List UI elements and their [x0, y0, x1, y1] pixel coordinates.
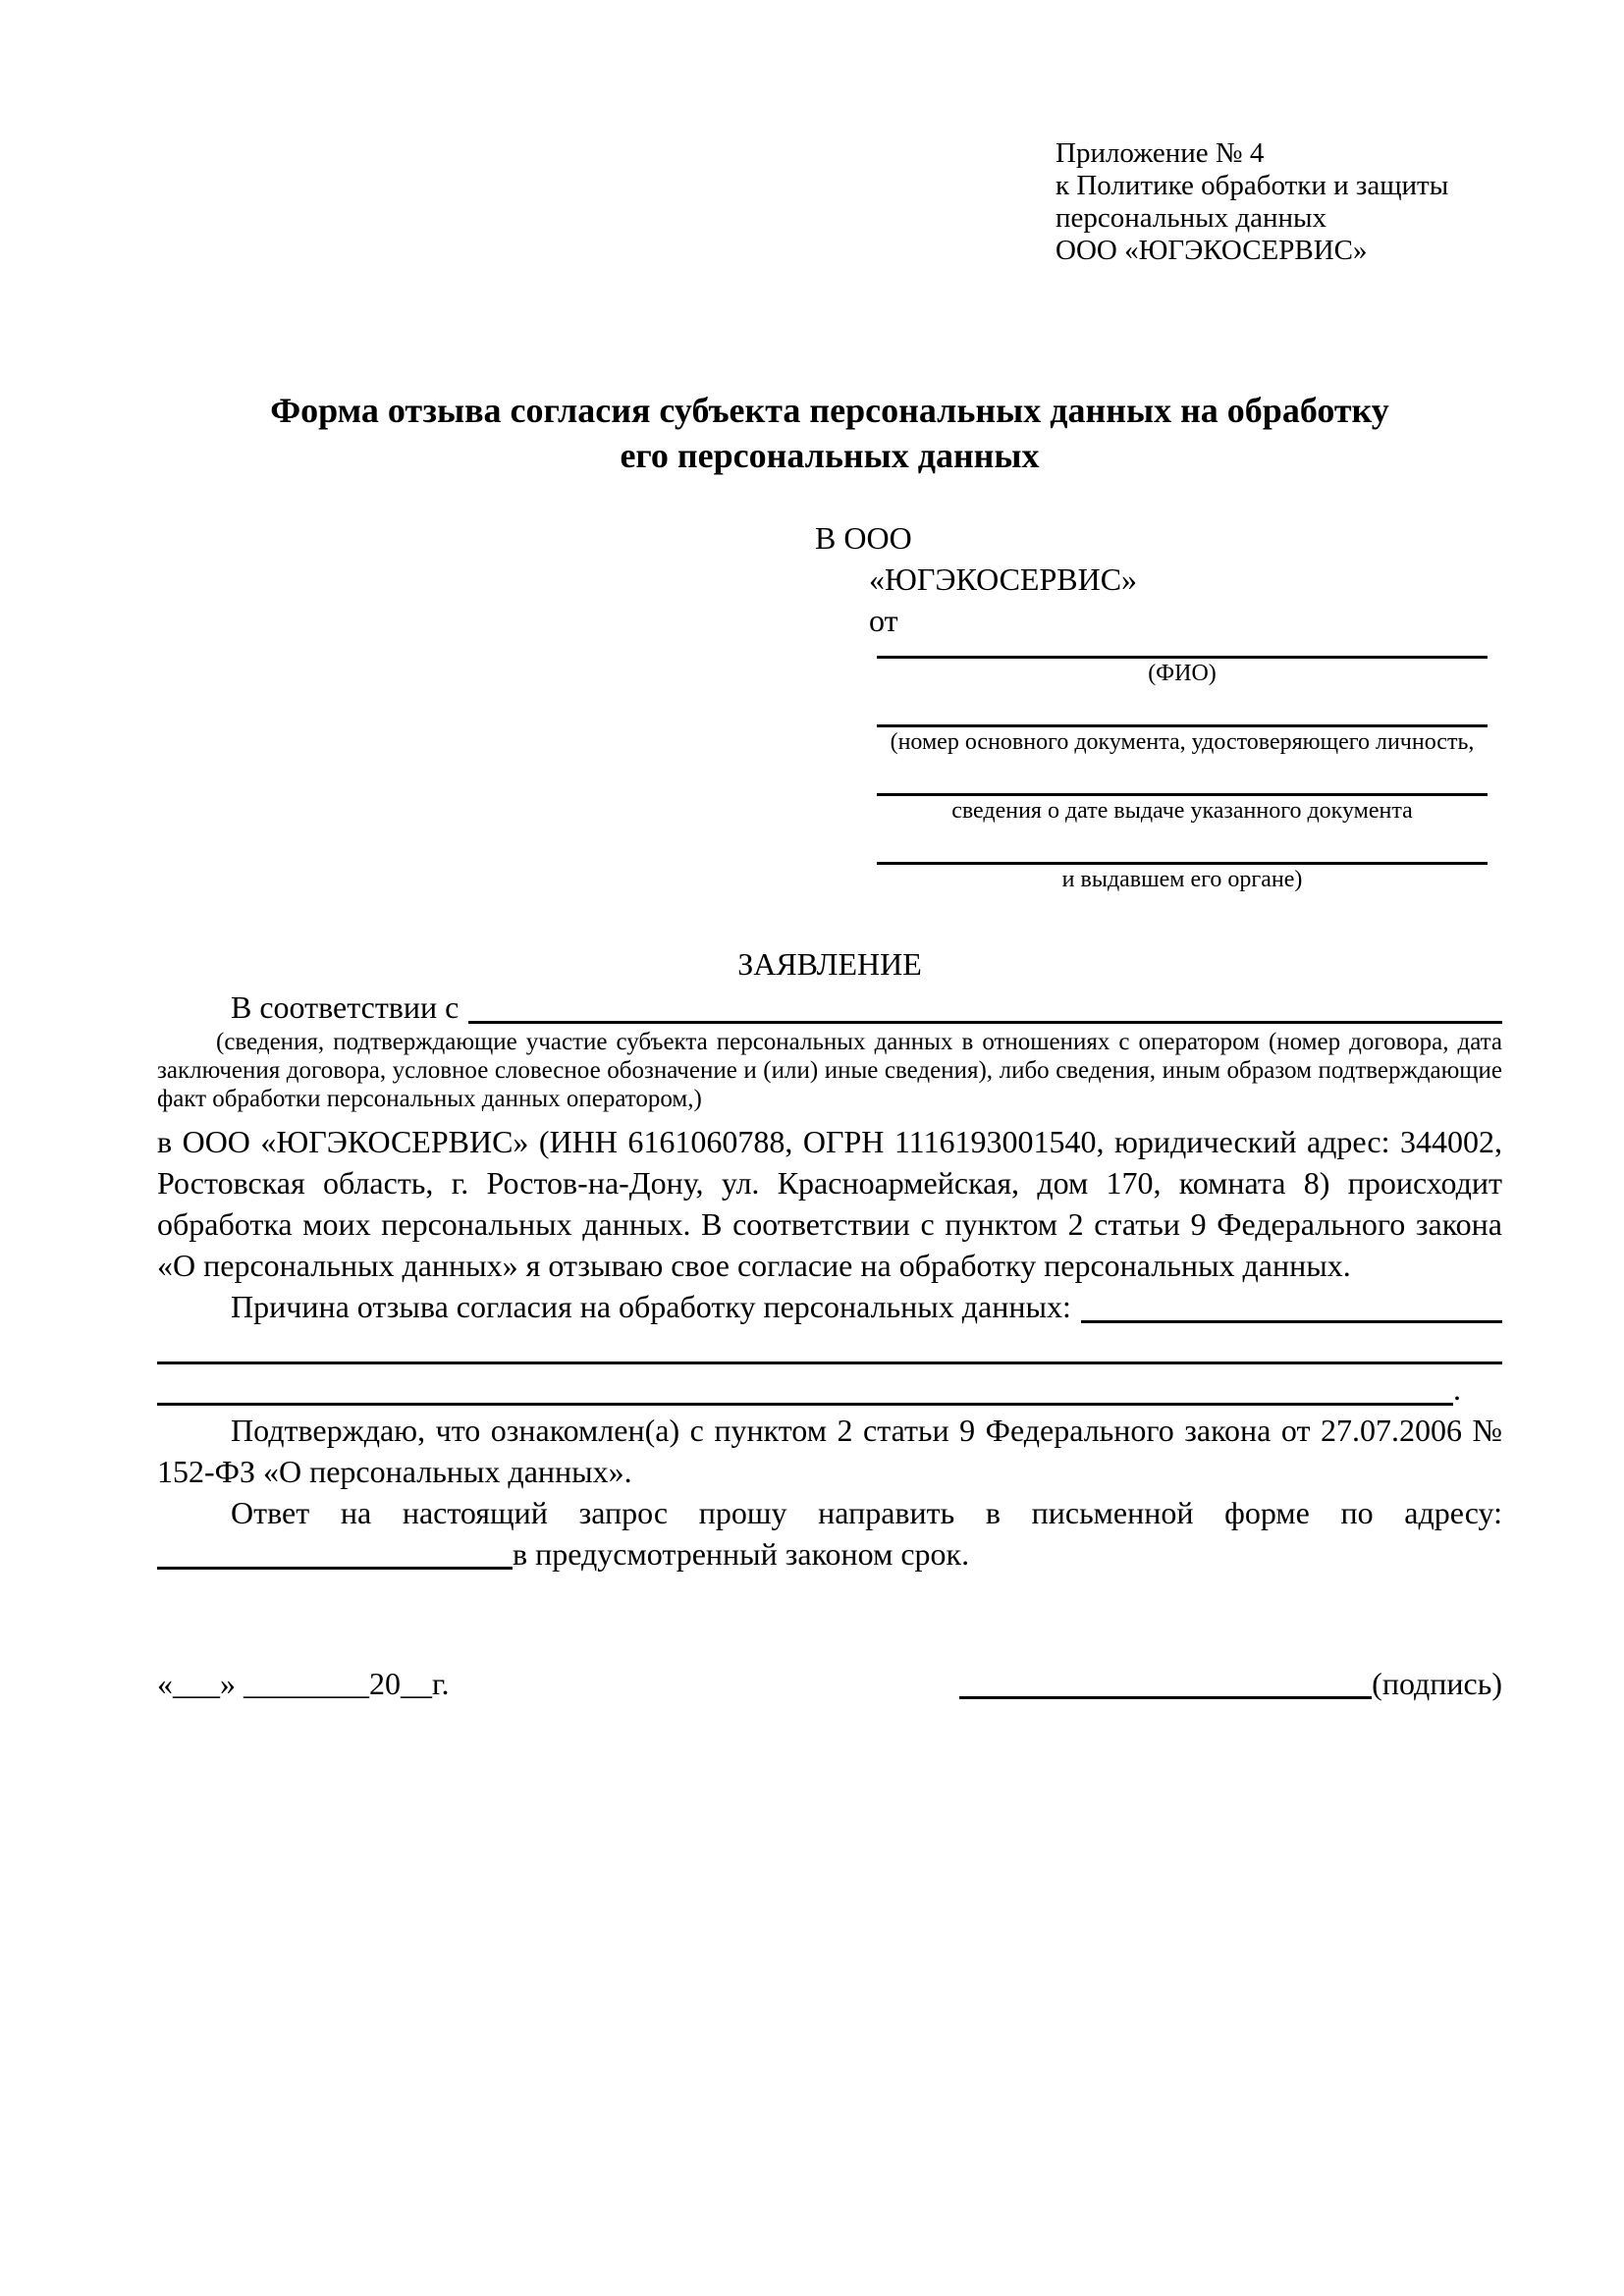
reply-request-paragraph: Ответ на настоящий запрос прошу направить в письменной форме по адресу:	[231, 1495, 1502, 1530]
address-input-line[interactable]	[157, 1567, 513, 1570]
signature-group	[959, 1663, 1502, 1704]
signature-line[interactable]	[959, 1696, 1372, 1699]
addressee-company-name: «ЮГЭКОСЕРВИС»	[869, 561, 1138, 597]
issue-date-caption: сведения о дате выдаче указанного документа	[951, 798, 1413, 824]
addressee-block	[815, 517, 1502, 894]
basis-line	[157, 987, 1502, 1028]
date-blank[interactable]: «___» ________20__г.	[157, 1666, 450, 1701]
issuing-authority-input-line[interactable]	[877, 826, 1488, 865]
reason-prefix: Причина отзыва согласия на обработку персональных данных:	[231, 1289, 1071, 1324]
statement-heading: ЗАЯВЛЕНИЕ	[737, 946, 922, 982]
issue-date-field	[877, 757, 1488, 826]
document-number-field	[877, 688, 1488, 757]
basis-input-line[interactable]	[468, 987, 1502, 1024]
addressee-from-label: от	[869, 603, 898, 638]
appendix-header-line: персональных данных	[1056, 202, 1327, 234]
document-title	[157, 388, 1502, 478]
reply-suffix: в предусмотренный законом срок.	[513, 1536, 970, 1572]
signature-caption: (подпись)	[1372, 1666, 1502, 1701]
issuing-authority-field	[877, 826, 1488, 894]
reason-extra-row-1	[157, 1327, 1502, 1368]
appendix-header-line: Приложение № 4	[1056, 137, 1265, 169]
signature-row	[157, 1663, 1502, 1704]
reason-extra-line-1[interactable]	[157, 1327, 1502, 1364]
document-number-input-line[interactable]	[877, 688, 1488, 727]
reason-input-line[interactable]	[1081, 1286, 1502, 1323]
reason-terminator: .	[1453, 1371, 1461, 1407]
document-title-line-2: его персональных данных	[620, 436, 1040, 475]
confirmation-paragraph: Подтверждаю, что ознакомлен(а) с пунктом 2 статьи 9 Федерального закона от 27.07.2006 № 152-ФЗ «О персональных данных».	[157, 1413, 1502, 1489]
basis-prefix: В соответствии с	[231, 989, 460, 1025]
addressee-inner	[869, 559, 1502, 894]
document-number-caption: (номер основного документа, удостоверяющего личность,	[890, 729, 1475, 755]
addressee-company-prefix: В ООО	[815, 520, 912, 556]
fio-input-line[interactable]	[877, 641, 1488, 659]
issue-date-input-line[interactable]	[877, 757, 1488, 796]
reason-extra-line-2[interactable]	[157, 1368, 1453, 1406]
appendix-header-line: ООО «ЮГЭКОСЕРВИС»	[1056, 235, 1368, 266]
fio-caption: (ФИО)	[1148, 661, 1217, 686]
reply-address-row	[157, 1533, 1502, 1575]
reason-line	[157, 1286, 1502, 1327]
appendix-header	[1056, 137, 1502, 267]
basis-footnote: (сведения, подтверждающие участие субъекта персональных данных в отношениях с оператором (номер договора, дата заключения договора, условное словесное обозначение и (или) иные сведения), либо сведения, иным образом подтверждающие факт обработки персональных данных оператором,)	[157, 1029, 1502, 1112]
reason-extra-row-2	[157, 1368, 1502, 1410]
issuing-authority-caption: и выдавшем его органе)	[1061, 867, 1303, 892]
document-title-line-1: Форма отзыва согласия субъекта персональных данных на обработку	[270, 391, 1389, 430]
appendix-header-line: к Политике обработки и защиты	[1056, 170, 1449, 201]
statement-body-paragraph: в ООО «ЮГЭКОСЕРВИС» (ИНН 6161060788, ОГРН 1116193001540, юридический адрес: 344002, Ростовская область, г. Ростов-на-Дону, ул. Красноармейская, дом 170, комната 8) происходит обработка моих персональных данных. В соответствии с пунктом 2 статьи 9 Федерального закона «О персональных данных» я отзываю свое согласие на обработку персональных данных.	[157, 1124, 1502, 1283]
fio-field	[877, 641, 1488, 688]
